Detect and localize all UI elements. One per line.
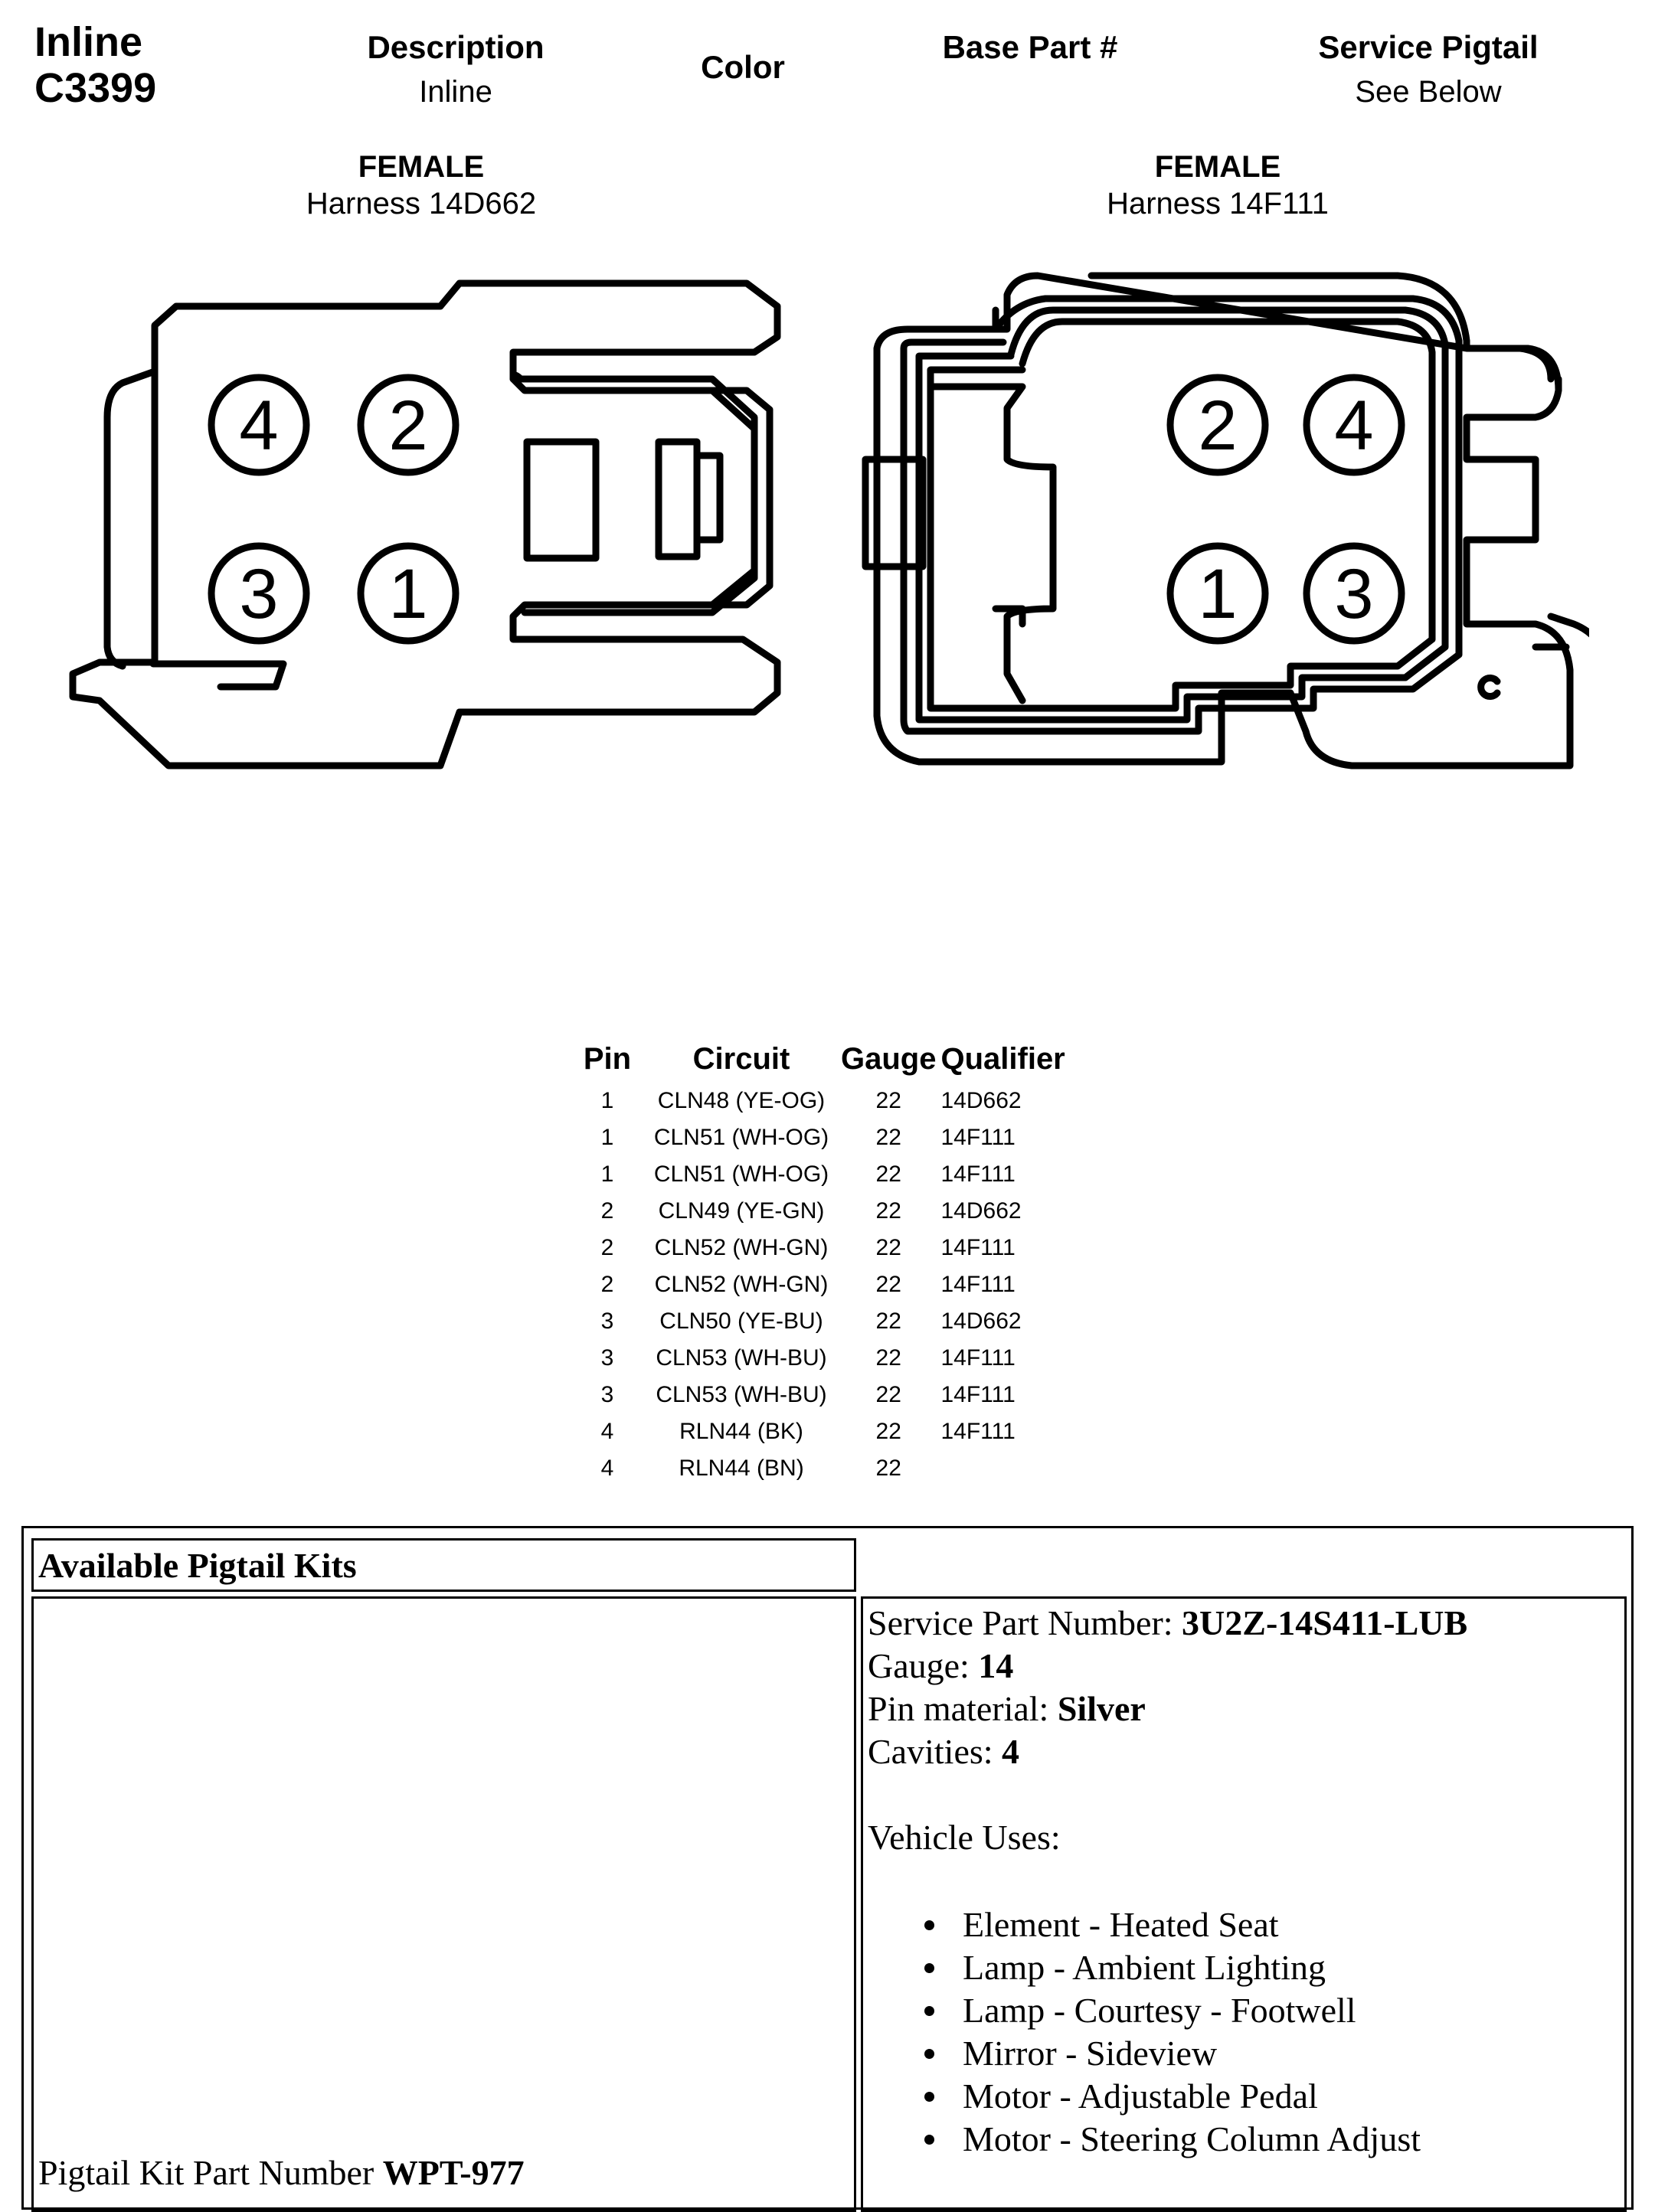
list-item [963, 2118, 1467, 2161]
right-cavity-label: 1 [1198, 555, 1238, 633]
description-value: Inline [419, 75, 492, 109]
gauge-header: Gauge [841, 1041, 937, 1076]
list-item [963, 2032, 1467, 2075]
qualifier-cell: 14F111 [940, 1272, 1016, 1297]
bullet-icon [924, 1920, 934, 1930]
color-label: Color [701, 49, 785, 85]
bullet-icon [924, 2049, 934, 2059]
left-cavity-label: 3 [239, 555, 279, 633]
gauge-cell: 22 [875, 1309, 901, 1334]
gauge-label: Gauge: [868, 1646, 979, 1685]
connector-id: C3399 [34, 65, 157, 111]
pin-table-header [573, 1035, 1065, 1083]
bullet-icon [924, 1963, 934, 1973]
vehicle-use-label: Motor - Adjustable Pedal [963, 2076, 1318, 2116]
right-cavity-label: 4 [1334, 387, 1374, 465]
right-connector-housing [865, 276, 1589, 766]
cavities-value: 4 [1002, 1732, 1020, 1771]
circuit-cell: CLN52 (WH-GN) [654, 1272, 829, 1297]
cavities-label: Cavities: [868, 1732, 1002, 1771]
bullet-icon [924, 2006, 934, 2016]
gauge-cell: 22 [875, 1088, 901, 1113]
circuit-cell: CLN53 (WH-BU) [656, 1345, 827, 1371]
pigtail-kit-part [38, 2152, 525, 2194]
pin-cell: 3 [600, 1382, 614, 1407]
pin-material-label: Pin material: [868, 1689, 1058, 1728]
pin-cell: 3 [600, 1309, 614, 1334]
table-row [573, 1119, 1065, 1156]
gauge-cell: 22 [875, 1419, 901, 1444]
service-part-row [868, 1602, 1467, 1645]
description-label: Description [367, 29, 545, 65]
pigtail-title: Available Pigtail Kits [38, 1546, 357, 1585]
vehicle-use-label: Mirror - Sideview [963, 2034, 1218, 2073]
qualifier-cell: 14D662 [940, 1198, 1022, 1224]
circuit-cell: CLN52 (WH-GN) [654, 1235, 829, 1260]
table-row [573, 1303, 1065, 1340]
table-row [573, 1377, 1065, 1413]
qualifier-header: Qualifier [940, 1041, 1065, 1076]
table-row [573, 1450, 1065, 1487]
table-row [573, 1193, 1065, 1230]
right-connector-diagram [862, 256, 1589, 792]
pigtail-title-cell [31, 1538, 856, 1592]
left-connector-gender: FEMALE [358, 150, 485, 184]
service-pigtail-label: Service Pigtail [1318, 29, 1539, 65]
right-connector-harness: Harness 14F111 [1107, 187, 1329, 221]
circuit-header: Circuit [692, 1041, 790, 1076]
qualifier-cell: 14F111 [940, 1162, 1016, 1187]
pin-cell: 2 [600, 1272, 614, 1297]
qualifier-cell: 14F111 [940, 1419, 1016, 1444]
left-connector-housing [73, 283, 777, 766]
service-part-number: 3U2Z-14S411-LUB [1182, 1603, 1468, 1642]
left-connector-harness: Harness 14D662 [306, 187, 537, 221]
pigtail-spec-cell [861, 1596, 1627, 2212]
pin-material-row [868, 1688, 1467, 1730]
left-cavity-label: 4 [239, 387, 279, 465]
pin-cell: 2 [600, 1235, 614, 1260]
gauge-cell: 22 [875, 1456, 901, 1481]
pin-table [573, 1035, 1065, 1487]
circuit-cell: CLN49 (YE-GN) [658, 1198, 825, 1224]
pin-cell: 1 [600, 1088, 614, 1113]
right-connector-gender: FEMALE [1154, 150, 1281, 184]
qualifier-cell: 14D662 [940, 1088, 1022, 1113]
gauge-cell: 22 [875, 1345, 901, 1371]
list-item [963, 1903, 1467, 1946]
circuit-cell: CLN50 (YE-BU) [659, 1309, 823, 1334]
pigtail-kit-part-label: Pigtail Kit Part Number [38, 2153, 383, 2192]
service-part-label: Service Part Number: [868, 1603, 1182, 1642]
list-item [963, 1989, 1467, 2032]
pin-cell: 1 [600, 1125, 614, 1150]
gauge-cell: 22 [875, 1198, 901, 1224]
pin-cell: 4 [600, 1419, 614, 1444]
vehicle-uses-list [963, 1903, 1467, 2161]
right-connector-label [1049, 149, 1386, 222]
left-cavity-label: 1 [388, 555, 428, 633]
pin-table-body [573, 1083, 1065, 1487]
qualifier-cell: 14F111 [940, 1125, 1016, 1150]
list-item [963, 2075, 1467, 2118]
list-item [963, 1946, 1467, 1989]
vehicle-uses-label: Vehicle Uses: [868, 1818, 1061, 1857]
cavities-row [868, 1730, 1467, 1773]
table-row [573, 1340, 1065, 1377]
table-row [573, 1230, 1065, 1266]
pin-cell: 3 [600, 1345, 614, 1371]
bullet-icon [924, 2135, 934, 2145]
left-connector-label [253, 149, 590, 222]
table-row [573, 1083, 1065, 1119]
gauge-cell: 22 [875, 1272, 901, 1297]
qualifier-cell: 14F111 [940, 1345, 1016, 1371]
gauge-cell: 22 [875, 1125, 901, 1150]
pigtail-kit-part-number: WPT-977 [382, 2153, 525, 2192]
circuit-cell: RLN44 (BN) [679, 1456, 804, 1481]
pin-cell: 2 [600, 1198, 614, 1224]
pigtail-spec-list [868, 1602, 1467, 2161]
vehicle-use-label: Motor - Steering Column Adjust [963, 2119, 1421, 2158]
gauge-row [868, 1645, 1467, 1688]
circuit-cell: CLN51 (WH-OG) [653, 1125, 829, 1150]
qualifier-cell [936, 1450, 1065, 1487]
base-part-label: Base Part # [942, 29, 1118, 65]
table-row [573, 1413, 1065, 1450]
gauge-cell: 22 [875, 1235, 901, 1260]
circuit-cell: CLN48 (YE-OG) [657, 1088, 826, 1113]
table-row [573, 1266, 1065, 1303]
pin-cell: 4 [600, 1456, 614, 1481]
vehicle-use-label: Element - Heated Seat [963, 1905, 1279, 1944]
pigtail-kit-cell [31, 1596, 856, 2212]
pigtail-kits-panel [21, 1526, 1634, 2210]
connector-title [34, 19, 156, 111]
circuit-cell: CLN53 (WH-BU) [656, 1382, 827, 1407]
right-cavity-label: 2 [1198, 387, 1238, 465]
pin-header: Pin [583, 1041, 632, 1076]
qualifier-cell: 14F111 [940, 1382, 1016, 1407]
pin-material-value: Silver [1057, 1689, 1146, 1728]
pin-cell: 1 [600, 1162, 614, 1187]
circuit-cell: RLN44 (BK) [679, 1419, 803, 1444]
gauge-cell: 22 [875, 1382, 901, 1407]
right-cavity-label: 3 [1334, 555, 1374, 633]
circuit-cell: CLN51 (WH-OG) [653, 1162, 829, 1187]
bullet-icon [924, 2092, 934, 2102]
qualifier-cell: 14F111 [940, 1235, 1016, 1260]
gauge-cell: 22 [875, 1162, 901, 1187]
left-connector-diagram [54, 264, 796, 785]
left-cavity-label: 2 [388, 387, 428, 465]
gauge-value: 14 [978, 1646, 1014, 1685]
qualifier-cell: 14D662 [940, 1309, 1022, 1334]
service-pigtail-value: See Below [1355, 75, 1502, 109]
vehicle-use-label: Lamp - Courtesy - Footwell [963, 1991, 1356, 2030]
connector-type: Inline [34, 19, 143, 65]
table-row [573, 1156, 1065, 1193]
vehicle-use-label: Lamp - Ambient Lighting [963, 1948, 1326, 1987]
